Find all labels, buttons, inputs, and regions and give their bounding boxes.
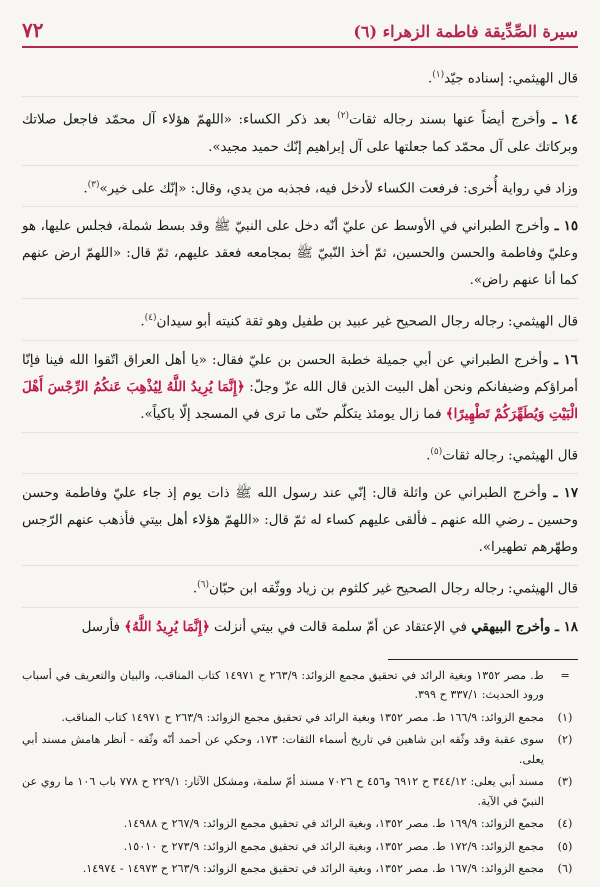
footnote-text: مجمع الزوائد: ١٦٩/٩ ط. مصر ١٣٥٢، وبغية الرائد في تحقيق مجمع الزوائد: ٢٦٧/٩ ح ١٤٩٨٨. [123,817,544,831]
text-run: . [140,314,145,330]
text-run: في الإعتقاد عن أمّ سلمة قالت في بيتي أنزلت [209,619,472,635]
main-text [22,62,578,645]
text-run: قال الهيثمي: إسناده جيّد [444,71,578,87]
footnote-ref: (٥) [430,446,443,457]
footnote-mark: (٦) [557,862,573,876]
text-run: ١٧ ـ [547,485,579,502]
text-run: . [192,581,198,597]
text-run: . [426,448,431,464]
footnote-mark: (٤) [557,817,573,831]
footnote-text: سوى عقبة وقد وثّقه ابن شاهين في تاريخ أسماء الثقات: ١٧٣، وحكي عن أحمد أنّه وثّقه - أنظر هامش مسند أبي يعلى. [22,733,544,766]
footnote-separator [388,659,578,660]
footnote [22,814,578,834]
text-run: وأخرج الطبراني عن أبي جميلة خطبة الحسن بن عليّ فقال: «يا أهل العراق اتّقوا الله فينا فإنّا أمراؤكم وضيفانكم ونحن أهل البيت الذين قال الله عزّ وجلّ: [22,352,578,395]
paragraph [22,213,578,299]
footnote-ref: (٣) [87,179,100,190]
text-run: وأخرج الطبراني في الأوسط عن عليّ أنّه دخل على النبيّ ﷺ وقد بسط شملة، فجلس عليها، هو وعليّ وفاطمة والحسن والحسين، ثمّ أخذ النّبيّ ﷺ بمجامعه فعقد عليهم، ثمّ قال: «اللهمّ ارض عنهم كما أنا عنهم راض». [22,219,578,289]
text-run: قال الهيثمي: رجاله رجال الصحيح غير كلثوم بن زياد ووثّقه ابن حبّان [208,581,578,597]
footnotes [22,666,578,879]
text-run: . [428,71,433,87]
footnote-ref: (٦) [197,580,209,591]
paragraph [22,305,578,340]
footnote [22,666,578,705]
footnote-text: مجمع الزوائد: ١٦٧/٩ ط. مصر ١٣٥٢، وبغية الرائد في تحقيق مجمع الزوائد: ٢٦٣/٩ ح ١٤٩٧٣ - ١٤٩٧٤. [82,862,544,876]
footnote [22,859,578,879]
paragraph [22,614,578,645]
footnote-mark: (٣) [557,775,573,789]
page-number: ٧٢ [22,18,44,42]
footnote-ref: (٤) [144,313,157,324]
text-run: ١٦ ـ [548,351,578,368]
footnote [22,837,578,857]
footnote-mark: (٥) [557,839,573,853]
paragraph [22,172,578,207]
page-header [22,18,578,48]
text-run: ١٨ ـ [550,618,578,635]
text-run: وزاد في رواية أُخرى: فرفعت الكساء لأدخل فيه، فجذبه من يدي، وقال: «إنّك على خير» [99,181,578,197]
footnote-ref: (١) [432,70,445,80]
quran-verse: ﴿إِنَّمَا يُرِيدُ اللَّهُ﴾ [124,618,210,635]
quran-verse: ﴿إِنَّمَا يُرِيدُ اللَّهُ لِيُذْهِبَ عَنكُمُ الرِّجْسَ أَهْلَ الْبَيْتِ وَيُطَهِّرَكُمْ تَطْهِيرًا﴾ [22,378,578,422]
footnote-text: مجمع الزوائد: ١٦٦/٩ ط. مصر ١٣٥٢ وبغية الرائد في تحقيق مجمع الزوائد: ٢٦٣/٩ ح ١٤٩٧١ كتاب المناقب. [61,710,544,724]
text-run: فأرسل [81,619,125,635]
paragraph [22,480,578,566]
footnote-ref: (٢) [337,111,350,122]
footnote [22,730,578,769]
text-run: وأخرج الطبراني عن واثلة قال: إنّي عند رسول الله ﷺ ذات يوم إذ جاء عليّ وفاطمة وحسن وحسين ـ رضي الله عنهم ـ فألقى عليهم كساء له ثمّ قال: «اللهمّ هؤلاء أهل بيتي فأذهب عنهم الرّجس وطهّرهم تطهيرا». [22,486,578,556]
paragraph [22,103,578,165]
text-run: قال الهيثمي: رجاله ثقات [442,448,578,464]
footnote-mark: = [560,668,570,682]
text-run: قال الهيثمي: رجاله رجال الصحيح غير عبيد بن طفيل وهو ثقة كنيته أبو سيدان [156,314,578,330]
paragraph [22,572,578,607]
text-run: فما زال يومئذ يتكلّم حتّى ما ترى في المسجد إلّا باكياً». [140,406,446,422]
footnote-mark: (١) [557,710,573,724]
text-run: . [83,181,88,197]
paragraph [22,439,578,474]
footnote-text: ط. مصر ١٣٥٢ وبغية الرائد في تحقيق مجمع الزوائد: ٢٦٣/٩ ح ١٤٩٧١ كتاب المناقب، والبيان والتعريف في أسباب ورود الحديث: ٣٣٧/١ ح ٣٩٩. [22,668,544,702]
text-run: بعد ذكر الكساء: «اللهمّ هؤلاء آل محمّد فاجعل صلاتك وبركاتك على آل محمّد كما جعلتها على آل إبراهيم إنّك حميد مجيد». [22,112,578,155]
running-title: سيرة الصِّدِّيقة فاطمة الزهراء (٦) [353,22,578,41]
footnote [22,772,578,811]
paragraph [22,347,578,433]
text-run: ١٥ ـ [549,218,579,235]
book-page [22,18,578,882]
text-run: وأخرج أيضاً عنها بسند رجاله ثقات [349,112,546,128]
footnote-text: مجمع الزوائد: ١٧٢/٩ ط. مصر ١٣٥٢، وبغية الرائد في تحقيق مجمع الزوائد: ٢٧٣/٩ ح ١٥٠١٠. [123,839,544,853]
text-run: وأخرج البيهقي [471,618,551,635]
paragraph [22,62,578,97]
footnote-mark: (٢) [557,733,573,747]
text-run: ١٤ ـ [545,111,579,128]
footnote-text: مسند أبي يعلى: ٣٤٤/١٢ ح ٦٩١٢ و٤٥٦ ح ٧٠٢٦ مسند أمّ سلمة، ومشكل الآثار: ٢٢٩/١ ح ٧٧٨ باب ١٠٦ ما روي عن النبيّ في الآية. [22,775,544,808]
footnote [22,708,578,728]
